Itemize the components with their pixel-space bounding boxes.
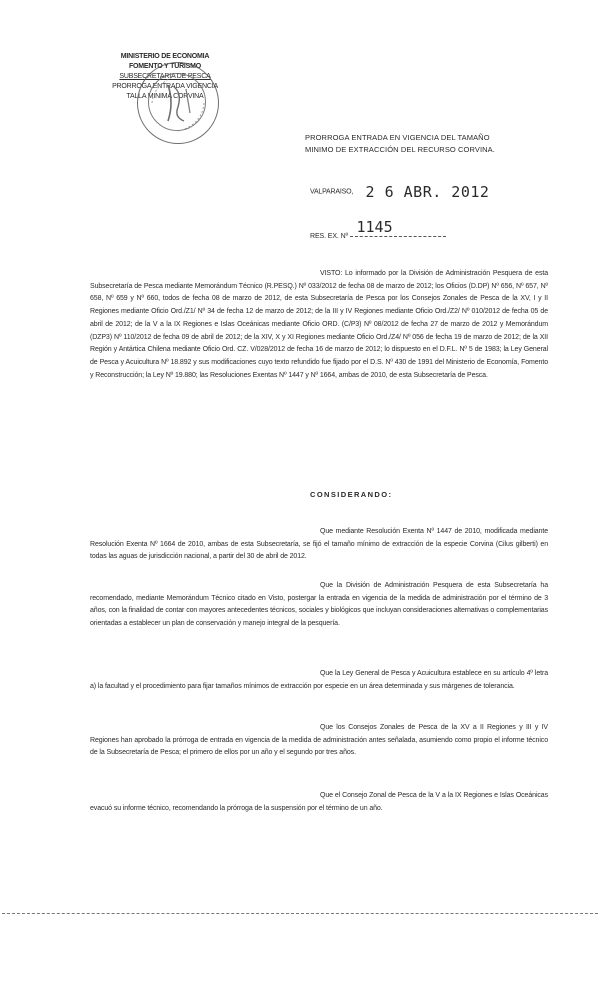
- subject-line-1: PRORROGA ENTRADA EN VIGENCIA DEL TAMAÑO: [305, 133, 490, 142]
- ministry-name-2: FOMENTO Y TURISMO: [128, 63, 202, 70]
- resolution-label: RES. EX. Nº: [310, 233, 349, 240]
- resolution-subject: [305, 132, 545, 156]
- ministry-name: MINISTERIO DE ECONOMIA: [120, 53, 210, 60]
- date-stamp: 2 6 ABR. 2012: [365, 183, 490, 201]
- reference-line-1: PRORROGA ENTRADA VIGENCIA: [112, 83, 218, 90]
- considerando-paragraph-4: Que los Consejos Zonales de Pesca de la XV a II Regiones y III y IV Regiones han aprobado la prórroga de entrada en vigencia de la medida de administración antes señalada, asumiendo como propio el informe técnico de la Subsecretaría de Pesca; el primero de ellos por un año y el segundo por tres años.: [90, 724, 548, 757]
- considerando-paragraph-1: Que mediante Resolución Exenta Nº 1447 de 2010, modificada mediante Resolución Exenta Nº 1664 de 2010, ambas de esta Subsecretaría, se fijó el tamaño mínimo de extracción de la especie Corvina (Cilus gilberti) en todas las aguas de jurisdicción nacional, a partir del 30 de abril de 2012.: [90, 528, 548, 561]
- official-seal-icon: [137, 62, 219, 144]
- considerando-heading: CONSIDERANDO:: [310, 490, 393, 499]
- resolution-number: [310, 218, 393, 243]
- reference-line-2: TALLA MINIMA CORVINA: [126, 93, 204, 100]
- page-divider: [2, 913, 598, 914]
- considerando-paragraph-3: Que la Ley General de Pesca y Acuicultura establece en su artículo 4º letra a) la facultad y el procedimiento para fijar tamaños mínimos de extracción por especie en un área determinada y sus márgenes de tolerancia.: [90, 670, 548, 690]
- considerando-paragraph-5: Que el Consejo Zonal de Pesca de la V a la IX Regiones e Islas Oceánicas evacuó su informe técnico, recomendando la prórroga de la suspensión por el término de un año.: [90, 792, 548, 812]
- subsecretaria-name: SUBSECRETARIA DE PESCA: [119, 73, 211, 80]
- considerando-paragraph-2: Que la División de Administración Pesquera de esta Subsecretaría ha recomendado, mediante Memorándum Técnico citado en Visto, postergar la entrada en vigencia de la medida de administración por el término de 3 años, con la finalidad de contar con mayores antecedentes técnicos, sociales y biológicos que incluyan consideraciones alternativas o complementarias orientadas a establecer un plan de conservación y manejo integral de la pesquería.: [90, 582, 548, 628]
- subject-line-2: MINIMO DE EXTRACCIÓN DEL RECURSO CORVINA.: [305, 145, 495, 154]
- resolution-number-value: 1145: [356, 218, 393, 236]
- place-name: VALPARAISO,: [310, 188, 354, 196]
- visto-paragraph: VISTO: Lo informado por la División de Administración Pesquera de esta Subsecretaría de Pesca mediante Memorándum Técnico (R.PESQ.) Nº 033/2012 de fecha 08 de marzo de 2012; los Oficios (D.DP) Nº 656, Nº 657, Nº 658, Nº 659 y Nº 660, todos de fecha 08 de marzo de 2012, de esta Subsecretaría de Pesca por los Consejos Zonales de Pesca de la XV, I y II Regiones mediante Oficio Ord./Z1/ Nº 34 de fecha 12 de marzo de 2012; de la III y IV Regiones mediante Oficio Ord./Z2/ Nº 010/2012 de fecha 05 de abril de 2012; de la V a la IX Regiones e Islas Oceánicas mediante Oficio ORD. (C/P3) Nº 08/2012 de fecha 27 de marzo de 2012 y Memorándum (DZP3) Nº 110/2012 de fecha 09 de abril de 2012; de la XIV, X y XI Regiones mediante Oficio Ord./Z4/ Nº 056 de fecha 19 de marzo de 2012; de la XII Región y Antártica Chilena mediante Oficio Ord. CZ. V/028/2012 de fecha 16 de marzo de 2012; lo dispuesto en el D.F.L. Nº 5 de 1983; la Ley General de Pesca y Acuicultura Nº 18.892 y sus modificaciones cuyo texto refundido fue fijado por el D.S. Nº 430 de 1991 del Ministerio de Economía, Fomento y Reconstrucción; la Ley Nº 19.880; las Resoluciones Exentas Nº 1447 y Nº 1664, ambas de 2010, de esta Subsecretaría de Pesca.: [90, 270, 548, 379]
- place-date: [310, 183, 489, 201]
- resolution-number-underline: [350, 236, 446, 237]
- resolution-number-field: [352, 218, 393, 243]
